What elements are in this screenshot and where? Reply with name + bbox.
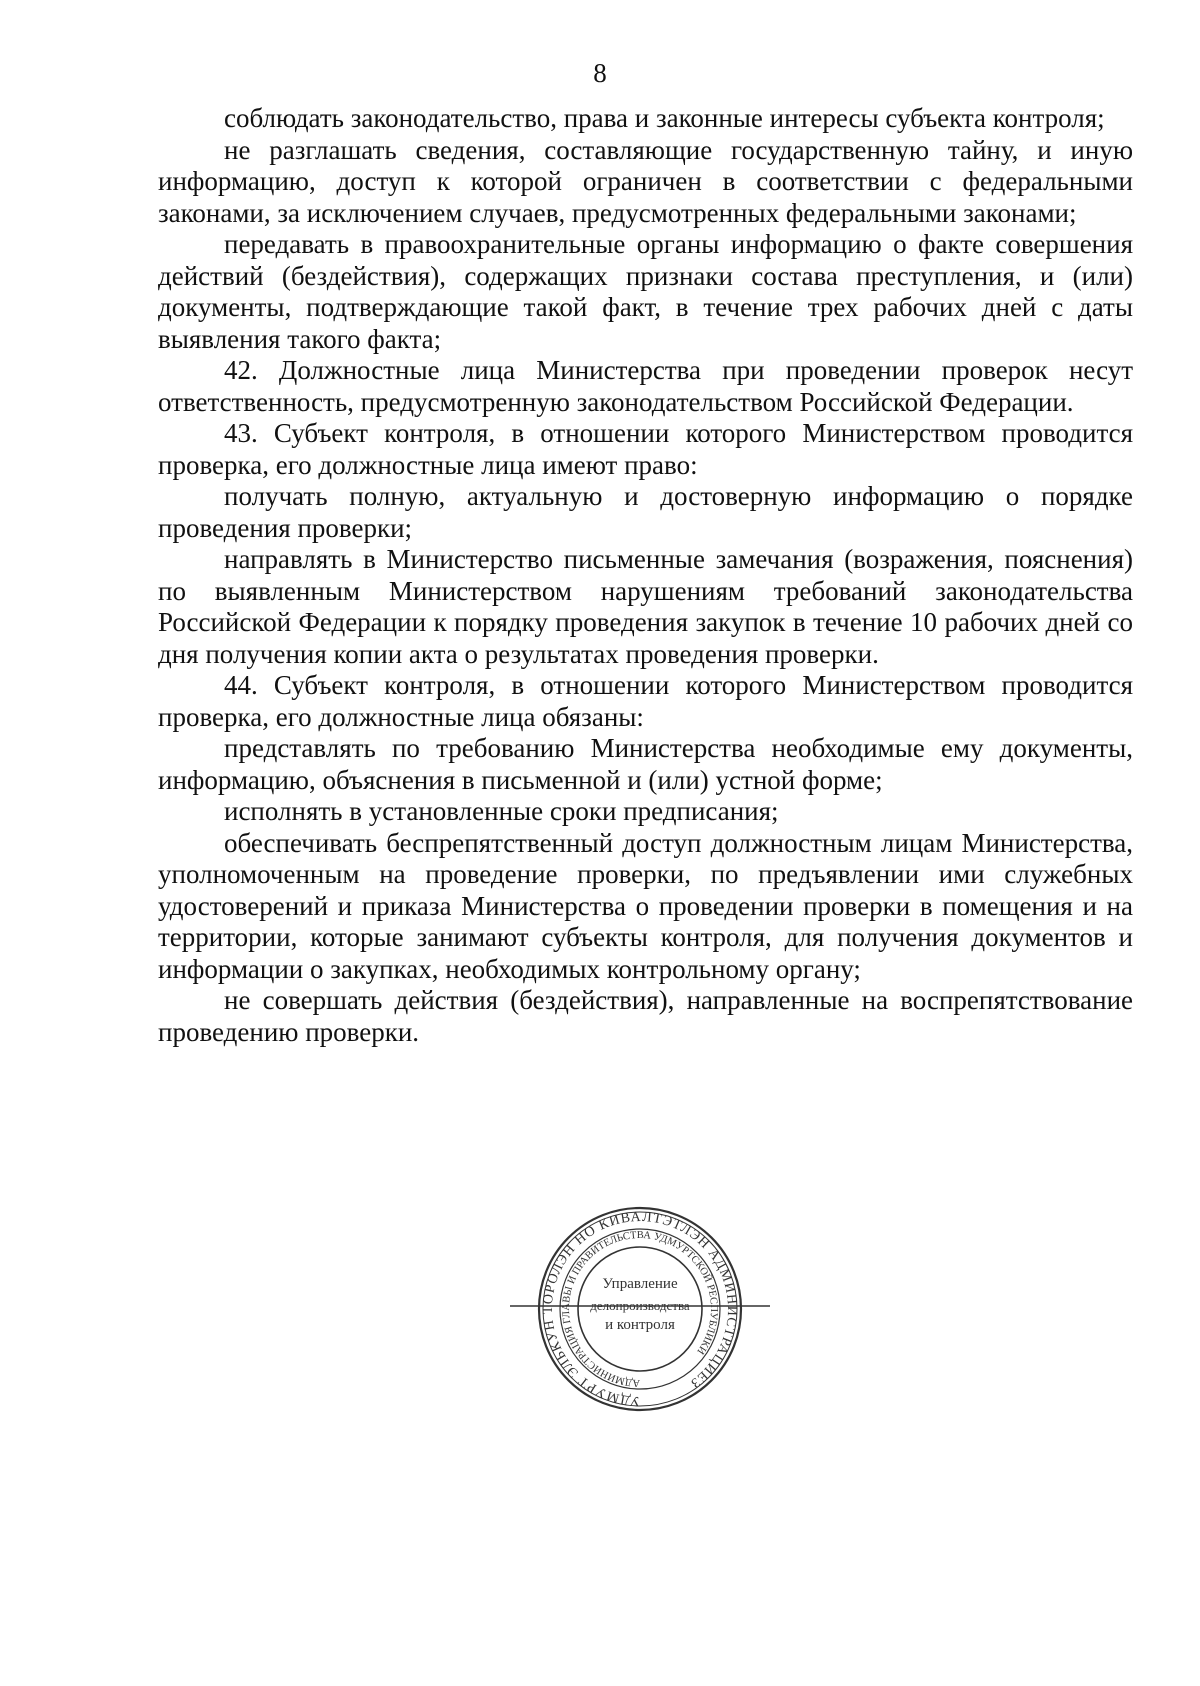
stamp-center-line: Управление (602, 1276, 678, 1292)
stamp-center-line: делопроизводства (590, 1298, 690, 1313)
paragraph: не совершать действия (бездействия), направленные на воспрепятствование проведению проверки. (158, 985, 1133, 1047)
stamp-outer-ring-text: УДМУРТ ЭЛЬКУН ТОРОЛЭН НО КИВАЛТЭТЛЭН АДМИНИСТРАЦИЕЗ (540, 1209, 740, 1409)
paragraph: 44. Субъект контроля, в отношении которого Министерством проводится проверка, его должностные лица обязаны: (158, 670, 1133, 732)
paragraph: представлять по требованию Министерства необходимые ему документы, информацию, объяснения в письменной и (или) устной форме; (158, 733, 1133, 795)
paragraph: получать полную, актуальную и достоверную информацию о порядке проведения проверки; (158, 481, 1133, 543)
paragraph: исполнять в установленные сроки предписания; (224, 796, 779, 826)
document-body (158, 103, 1133, 1048)
stamp-center-line: и контроля (605, 1317, 675, 1333)
paragraph: соблюдать законодательство, права и законные интересы субъекта контроля; (224, 103, 1105, 133)
paragraph: не разглашать сведения, составляющие государственную тайну, и иную информацию, доступ к которой ограничен в соответствии с федеральными законами, за исключением случаев, предусмотренных федеральными законами; (158, 134, 1133, 228)
paragraph: направлять в Министерство письменные замечания (возражения, пояснения) по выявленным Министерством нарушениям требований законодательства Российской Федерации к порядку проведения закупок в течение 10 рабочих дней со дня получения копии акта о результатах проведения проверки. (158, 544, 1133, 669)
paragraph: обеспечивать беспрепятственный доступ должностным лицам Министерства, уполномоченным на проведение проверки, по предъявлении ими служебных удостоверений и приказа Министерства о проведении проверки в помещения и на территории, которые занимают субъекты контроля, для получения документов и информации о закупках, необходимых контрольному органу; (158, 827, 1133, 984)
official-stamp (510, 1192, 770, 1422)
stamp-inner-ring-text: АДМИНИСТРАЦИЯ ГЛАВЫ И ПРАВИТЕЛЬСТВА УДМУРТСКОЙ РЕСПУБЛИКИ (560, 1229, 720, 1389)
paragraph: 42. Должностные лица Министерства при проведении проверок несут ответственность, предусмотренную законодательством Российской Федерации. (158, 355, 1133, 417)
paragraph: 43. Субъект контроля, в отношении которого Министерством проводится проверка, его должностные лица имеют право: (158, 418, 1133, 480)
paragraph: передавать в правоохранительные органы информацию о факте совершения действий (бездействия), содержащих признаки состава преступления, и (или) документы, подтверждающие такой факт, в течение трех рабочих дней с даты выявления такого факта; (158, 229, 1133, 354)
page-number: 8 (593, 58, 607, 88)
